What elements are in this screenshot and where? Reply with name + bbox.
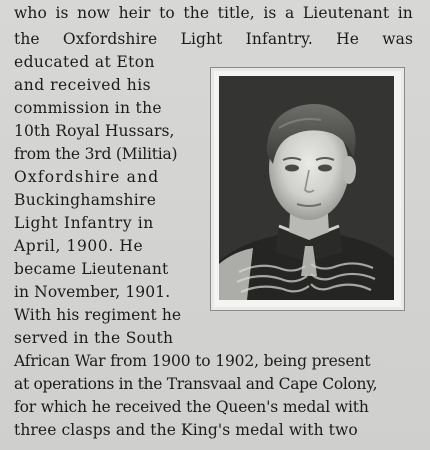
text-word: Lieutenant (302, 4, 390, 22)
text-line-content: 10th Royal Hussars, (14, 122, 175, 140)
portrait-photograph-icon (219, 76, 394, 300)
text-line (14, 2, 413, 24)
text-line (14, 258, 190, 280)
text-line (14, 281, 190, 303)
text-line (14, 74, 190, 96)
text-word: in (397, 4, 413, 22)
text-word: who (14, 4, 47, 22)
text-line-content: three clasps and the King's medal with two (14, 421, 358, 439)
text-line-content: at operations in the Transvaal and Cape Colony, (14, 375, 378, 393)
text-word: heir (118, 4, 151, 22)
text-line-content: April, 1900. He (14, 237, 144, 255)
text-line (14, 304, 190, 326)
text-word: now (77, 4, 111, 22)
text-line (14, 189, 190, 211)
text-line (14, 235, 190, 257)
text-line-content: from the 3rd (Militia) (14, 145, 178, 163)
text-line (14, 373, 413, 395)
portrait-frame (210, 67, 405, 311)
text-line (14, 143, 190, 165)
text-line (14, 212, 190, 234)
text-line-content: Oxfordshire and (14, 168, 160, 186)
text-line-content: Light Infantry in (14, 214, 154, 232)
text-word: He (336, 30, 360, 48)
text-line-content: Buckinghamshire (14, 191, 157, 209)
text-word: title, (217, 4, 255, 22)
text-line (14, 166, 190, 188)
text-line-content: served in the South (14, 329, 174, 347)
text-line-content: African War from 1900 to 1902, being present (14, 352, 371, 370)
text-line-content: for which he received the Queen's medal with (14, 398, 369, 416)
text-line-content: commission in the (14, 99, 162, 117)
text-line (14, 51, 190, 73)
text-word: Infantry. (245, 30, 313, 48)
text-line-content: and received his (14, 76, 152, 94)
text-line-content: educated at Eton (14, 53, 155, 71)
text-line-content: With his regiment he (14, 306, 182, 324)
text-line (14, 28, 413, 50)
text-word: Light (180, 30, 223, 48)
text-word: the (183, 4, 210, 22)
text-word: a (285, 4, 295, 22)
text-word: was (382, 30, 413, 48)
text-word: the (14, 30, 40, 48)
text-line (14, 419, 413, 441)
text-word: Oxfordshire (62, 30, 158, 48)
text-line-content: in November, 1901. (14, 283, 171, 301)
text-line (14, 327, 190, 349)
text-word: is (263, 4, 277, 22)
text-line (14, 97, 190, 119)
text-word: to (159, 4, 175, 22)
text-line (14, 350, 413, 372)
text-line-content: became Lieutenant (14, 260, 169, 278)
text-word: is (55, 4, 69, 22)
text-line (14, 396, 413, 418)
text-line (14, 120, 190, 142)
